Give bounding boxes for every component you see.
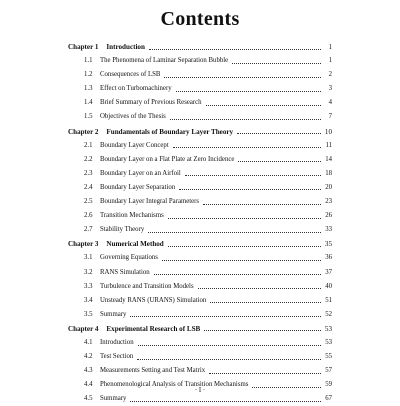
dot-leader [137,353,321,360]
toc-entry-title: Experimental Research of LSB [106,324,201,333]
toc-section-entry[interactable] [68,336,332,350]
toc-entry-number: 1.1 [84,57,93,65]
toc-section-entry[interactable] [68,223,332,237]
toc-entry-number: Chapter 3 [68,240,99,249]
toc-section-entry[interactable] [68,209,332,223]
toc-entry-title: Unsteady RANS (URANS) Simulation [100,296,207,304]
dot-leader [206,99,321,106]
toc-entry-number: 4.5 [84,395,93,403]
toc-section-entry[interactable] [68,82,332,96]
dot-leader [198,282,321,289]
toc-entry-title: Boundary Layer on a Flat Plate at Zero Incidence [100,155,235,163]
toc-section-entry[interactable] [68,280,332,294]
toc-entry-number: 3.5 [84,310,93,318]
dot-leader [203,198,321,205]
toc-chapter-entry[interactable] [68,237,332,251]
toc-entry-page: 59 [325,381,332,389]
toc-entry-title: Stability Theory [100,226,145,234]
toc-entry-title: Phenomenological Analysis of Transition Mechanisms [100,381,249,389]
toc-entry-page: 7 [328,113,332,121]
toc-entry-page: 14 [325,155,332,163]
dot-leader [237,127,321,134]
dot-leader [149,43,321,50]
toc-entry-page: 4 [328,99,332,107]
toc-entry-title: Boundary Layer Separation [100,183,176,191]
toc-entry-title: Test Section [100,353,134,361]
dot-leader [232,57,321,64]
dot-leader [154,268,321,275]
toc-entry-page: 18 [325,169,332,177]
toc-chapter-entry[interactable] [68,322,332,336]
toc-entry-title: Introduction [100,338,134,346]
toc-entry-title: Numerical Method [106,240,164,249]
toc-entry-page: 55 [325,353,332,361]
dot-leader [170,113,321,120]
toc-entry-title: Governing Equations [100,254,158,262]
toc-entry-number: Chapter 4 [68,324,99,333]
toc-entry-page: 40 [325,282,332,290]
toc-entry-title: Summary [100,395,127,403]
toc-entry-title: The Phenomena of Laminar Separation Bubble [100,57,229,65]
toc-entry-title: Objectives of the Thesis [100,113,166,121]
toc-entry-page: 23 [325,198,332,206]
toc-entry-number: 3.1 [84,254,93,262]
toc-entry-page: 51 [325,296,332,304]
toc-entry-page: 11 [325,141,332,149]
toc-entry-number: 2.4 [84,183,93,191]
toc-entry-title: Transition Mechanisms [100,212,164,220]
toc-entry-number: 3.3 [84,282,93,290]
toc-entry-page: 26 [325,212,332,220]
dot-leader [130,310,321,317]
toc-entry-page: 35 [324,240,332,249]
toc-entry-page: 20 [325,183,332,191]
toc-section-entry[interactable] [68,294,332,308]
table-of-contents [68,40,332,406]
dot-leader [185,169,321,176]
toc-section-entry[interactable] [68,350,332,364]
toc-entry-page: 67 [325,395,332,403]
toc-entry-number: Chapter 1 [68,43,99,51]
toc-section-entry[interactable] [68,364,332,378]
toc-entry-number: 1.5 [84,113,93,121]
dot-leader [238,155,321,162]
dot-leader [176,85,321,92]
toc-entry-number: 4.1 [84,338,93,346]
toc-entry-number: 4.4 [84,381,93,389]
toc-entry-title: Consequences of LSB [100,71,161,79]
dot-leader [168,212,321,219]
toc-entry-number: Chapter 2 [68,127,99,136]
dot-leader [138,339,321,346]
toc-section-entry[interactable] [68,167,332,181]
toc-entry-number: 2.6 [84,212,93,220]
toc-section-entry[interactable] [68,139,332,153]
dot-leader [164,71,321,78]
toc-entry-number: 2.7 [84,226,93,234]
toc-entry-number: 1.3 [84,85,93,93]
toc-entry-title: Fundamentals of Boundary Layer Theory [106,127,234,136]
toc-section-entry[interactable] [68,181,332,195]
toc-entry-page: 33 [325,226,332,234]
toc-entry-page: 53 [325,338,332,346]
toc-section-entry[interactable] [68,308,332,322]
toc-section-entry[interactable] [68,96,332,110]
toc-entry-number: 4.3 [84,367,93,375]
toc-entry-page: 1 [328,43,332,51]
dot-leader [209,367,321,374]
dot-leader [204,324,321,331]
toc-chapter-entry[interactable] [68,125,332,139]
dot-leader [210,296,321,303]
toc-section-entry[interactable] [68,392,332,406]
toc-chapter-entry[interactable] [68,40,332,54]
toc-entry-title: Turbulence and Transition Models [100,282,194,290]
toc-entry-page: 53 [324,324,332,333]
toc-entry-page: 2 [328,71,332,79]
toc-entry-number: 1.2 [84,71,93,79]
page-footer-number: · I · [194,387,206,394]
dot-leader [162,254,321,261]
toc-entry-title: Measurements Setting and Test Matrix [100,367,206,375]
toc-entry-number: 1.4 [84,99,93,107]
toc-entry-title: Brief Summary of Previous Research [100,99,202,107]
toc-entry-page: 57 [325,367,332,375]
toc-entry-title: Boundary Layer Integral Parameters [100,198,200,206]
toc-entry-number: 4.2 [84,353,93,361]
dot-leader [173,141,321,148]
toc-entry-title: Introduction [106,43,145,51]
toc-section-entry[interactable] [68,110,332,124]
toc-entry-title: Boundary Layer Concept [100,141,169,149]
toc-section-entry[interactable] [68,153,332,167]
toc-entry-page: 37 [325,268,332,276]
toc-entry-number: 3.4 [84,296,93,304]
toc-entry-number: 2.2 [84,155,93,163]
toc-entry-title: RANS Simulation [100,268,150,276]
toc-section-entry[interactable] [68,195,332,209]
dot-leader [148,226,321,233]
page-title: Contents [160,8,240,30]
toc-entry-number: 2.5 [84,198,93,206]
toc-section-entry[interactable] [68,68,332,82]
toc-entry-page: 36 [325,254,332,262]
dot-leader [179,183,321,190]
toc-entry-title: Effect on Turbomachinery [100,85,172,93]
toc-entry-number: 2.1 [84,141,93,149]
toc-entry-page: 10 [324,127,332,136]
toc-entry-title: Boundary Layer on an Airfoil [100,169,181,177]
toc-section-entry[interactable] [68,251,332,265]
toc-entry-number: 2.3 [84,169,93,177]
toc-entry-page: 1 [328,57,332,65]
toc-section-entry[interactable] [68,266,332,280]
toc-entry-page: 3 [328,85,332,93]
toc-entry-page: 52 [325,310,332,318]
toc-entry-title: Summary [100,310,127,318]
toc-section-entry[interactable] [68,54,332,68]
dot-leader [130,395,321,402]
toc-entry-number: 3.2 [84,268,93,276]
dot-leader [168,240,321,247]
